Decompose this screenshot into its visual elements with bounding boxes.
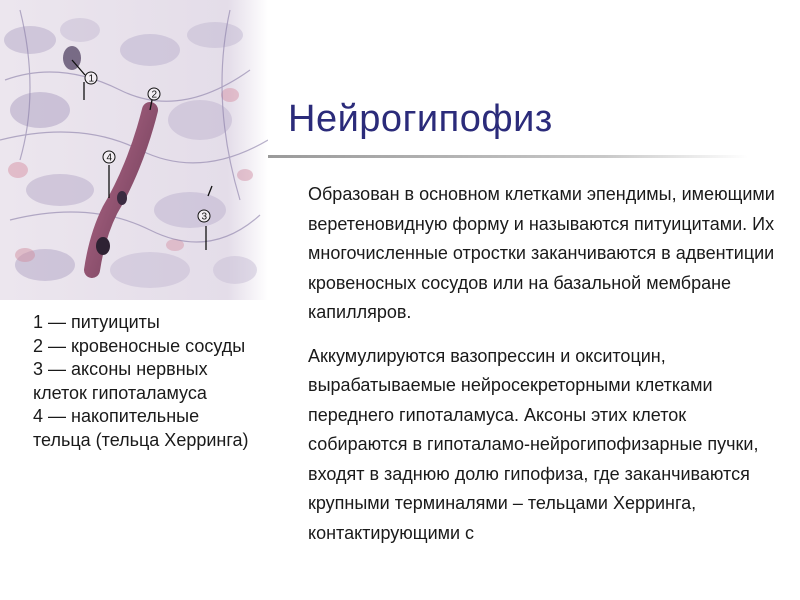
paragraph: Образован в основном клетками эпендимы, имеющими веретеновидную форму и называются питуицитами. Их многочисленные отростки заканчиваются в адвентиции кровеносных сосудов или на базальной мембране капилляров. bbox=[308, 184, 775, 322]
legend-item-blood-vessels: 2 — кровеносные сосуды bbox=[33, 335, 246, 356]
slide-title: Нейрогипофиз bbox=[288, 98, 553, 140]
legend-item-axons: 3 — аксоны нервных клеток гипоталамуса bbox=[33, 359, 208, 403]
micrograph-label-4: 4 bbox=[106, 152, 113, 164]
micrograph-label-3: 3 bbox=[201, 211, 208, 223]
micrograph-image bbox=[0, 0, 268, 300]
paragraph: Аккумулируются вазопрессин и окситоцин, вырабатываемые нейросекреторными клетками переднего гипоталамуса. Аксоны этих клеток собираются в гипоталамо-нейрогипофизарные пучки, входят в заднюю долю гипофиза, где заканчиваются крупными терминалями – тельцами Херринга, контактирующими с bbox=[308, 345, 759, 543]
figure-legend bbox=[33, 311, 253, 452]
micrograph-label-1: 1 bbox=[88, 73, 95, 85]
body-text bbox=[308, 180, 780, 548]
legend-item-pituicytes: 1 — питуициты bbox=[33, 312, 160, 332]
micrograph-label-2: 2 bbox=[151, 89, 158, 101]
title-divider bbox=[268, 155, 748, 158]
legend-item-herring-bodies: 4 — накопительные тельца (тельца Херринга) bbox=[33, 406, 249, 450]
